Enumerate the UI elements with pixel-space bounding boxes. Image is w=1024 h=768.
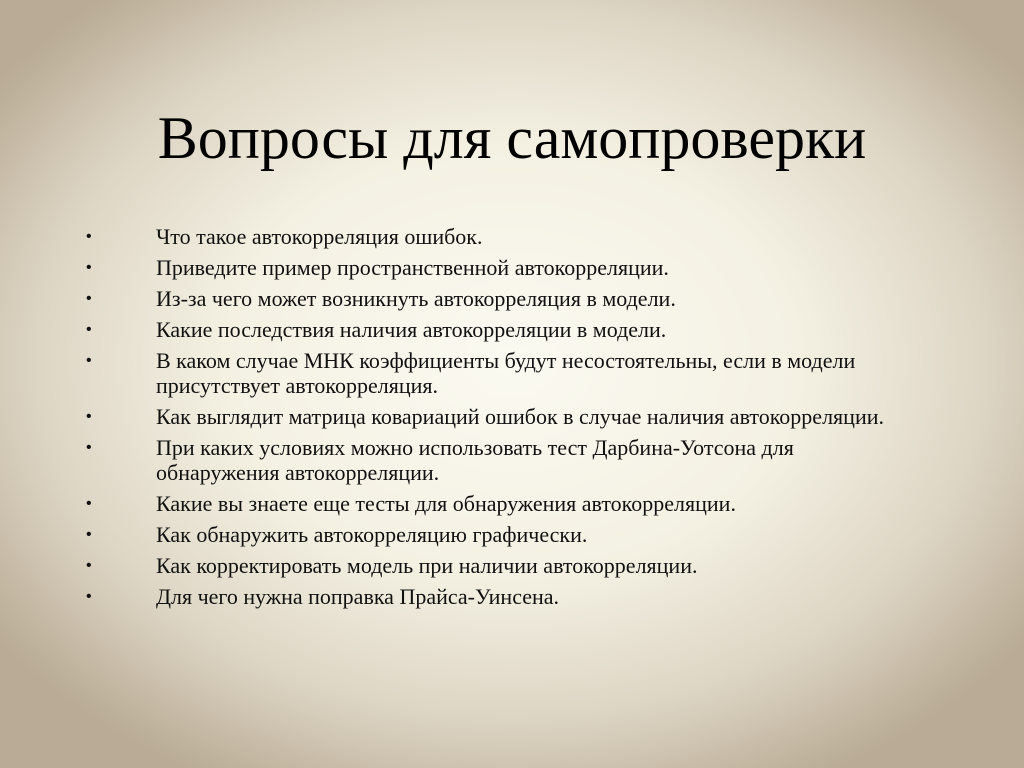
question-list-item <box>84 286 924 311</box>
bullet-icon: • <box>86 557 92 574</box>
question-text: Какие последствия наличия автокорреляции в модели. <box>156 317 667 342</box>
question-list-item <box>84 522 924 547</box>
bullet-icon: • <box>86 290 92 307</box>
bullet-icon: • <box>86 588 92 605</box>
question-text: Приведите пример пространственной автокорреляции. <box>156 255 669 280</box>
question-list-item <box>84 224 924 249</box>
bullet-icon: • <box>86 352 92 369</box>
bullet-icon: • <box>86 408 92 425</box>
question-text: Для чего нужна поправка Прайса-Уинсена. <box>156 584 560 609</box>
question-list-item <box>84 404 924 429</box>
question-list-item <box>84 435 924 485</box>
question-text: Из-за чего может возникнуть автокорреляция в модели. <box>156 286 676 311</box>
slide-title: Вопросы для самопроверки <box>157 105 867 171</box>
questions-list <box>84 224 924 615</box>
question-list-item <box>84 491 924 516</box>
bullet-icon: • <box>86 259 92 276</box>
question-list-item <box>84 255 924 280</box>
question-list-item <box>84 553 924 578</box>
question-text: Какие вы знаете еще тесты для обнаружения автокорреляции. <box>156 491 736 516</box>
question-list-item <box>84 584 924 609</box>
bullet-icon: • <box>86 495 92 512</box>
question-list-item <box>84 348 924 398</box>
question-text: Как обнаружить автокорреляцию графически. <box>156 522 588 547</box>
question-text: Как выглядит матрица ковариаций ошибок в случае наличия автокорреляции. <box>156 404 884 429</box>
question-list-item <box>84 317 924 342</box>
bullet-icon: • <box>86 321 92 338</box>
bullet-icon: • <box>86 526 92 543</box>
question-text: Как корректировать модель при наличии автокорреляции. <box>156 553 698 578</box>
bullet-icon: • <box>86 439 92 456</box>
bullet-icon: • <box>86 228 92 245</box>
question-text: Что такое автокорреляция ошибок. <box>156 224 483 249</box>
question-text: При каких условиях можно использовать тест Дарбина-Уотсона для обнаружения автокорреляции. <box>156 435 794 485</box>
question-text: В каком случае МНК коэффициенты будут несостоятельны, если в модели присутствует автокорреляция. <box>156 348 856 398</box>
